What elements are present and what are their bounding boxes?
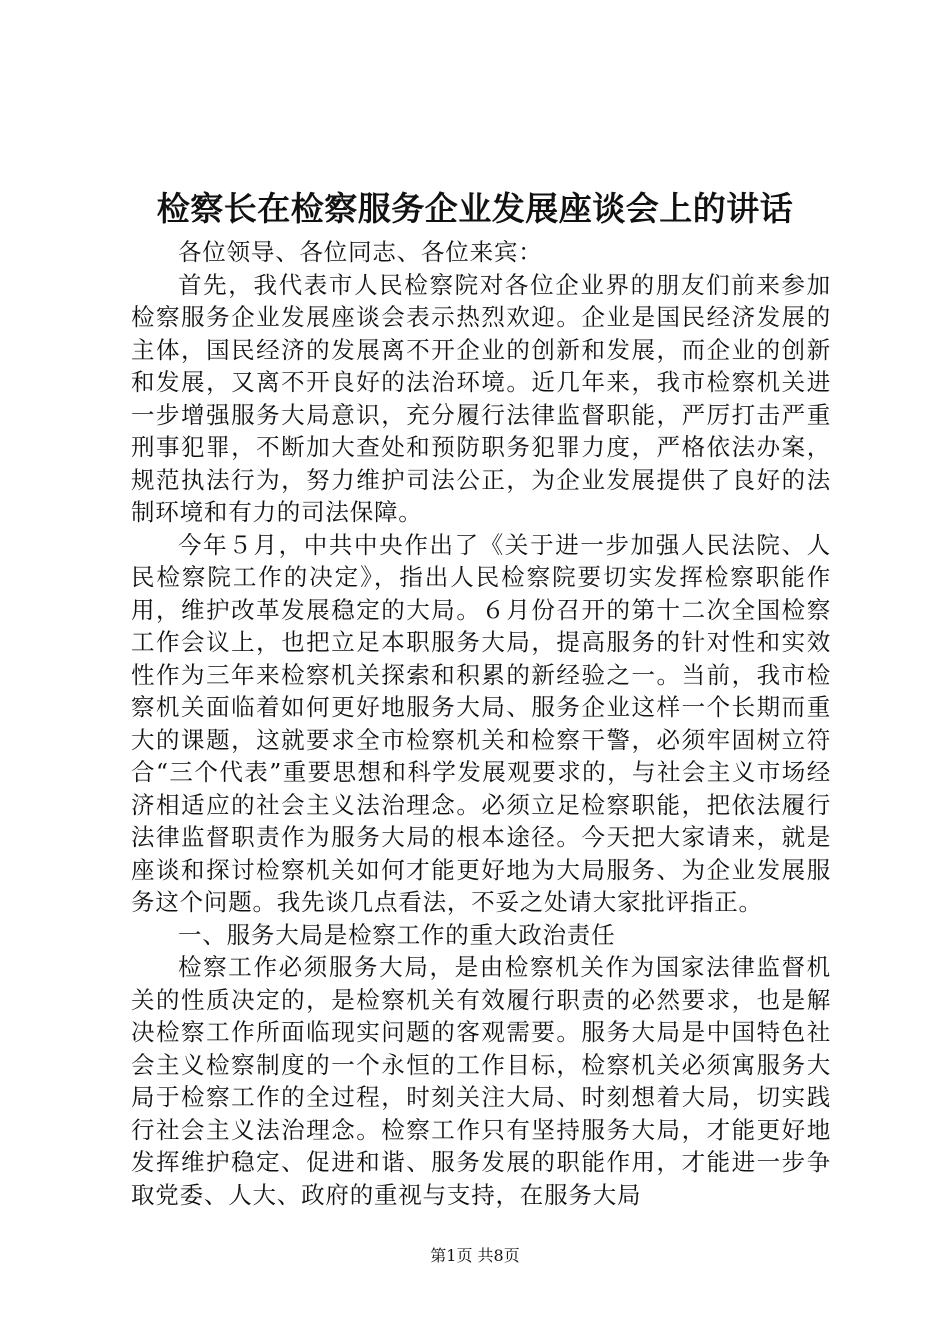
section-heading: 一、服务大局是检察工作的重大政治责任 [178, 920, 616, 949]
body-paragraph: 检察工作必须服务大局，是由检察机关作为国家法律监督机关的性质决定的，是检察机关有效履行职责的必然要求，也是解决检察工作所面临现实问题的客观需要。服务大局是中国特色社会主义检察制度的一个永恒的工作目标，检察机关必须寓服务大局于检察工作的全过程，时刻关注大局、时刻想着大局，切实践行社会主义法治理念。检察工作只有坚持服务大局，才能更好地发挥维护稳定、促进和谐、服务发展的职能作用，才能进一步争取党委、人大、政府的重视与支持，在服务大局 [131, 953, 831, 1209]
page-footer: 第1页 共8页 [430, 1246, 520, 1265]
body-paragraph: 今年５月，中共中央作出了《关于进一步加强人民法院、人民检察院工作的决定》，指出人民检察院要切实发挥检察职能作用，维护改革发展稳定的大局。６月份召开的第十二次全国检察工作会议上，也把立足本职服务大局，提高服务的针对性和实效性作为三年来检察机关探索和积累的新经验之一。当前，我市检察机关面临着如何更好地服务大局、服务企业这样一个长期而重大的课题，这就要求全市检察机关和检察干警，必须牢固树立符合“三个代表”重要思想和科学发展观要求的，与社会主义市场经济相适应的社会主义法治理念。必须立足检察职能，把依法履行法律监督职责作为服务大局的根本途径。今天把大家请来，就是座谈和探讨检察机关如何才能更好地为大局服务、为企业发展服务这个问题。我先谈几点看法，不妥之处请大家批评指正。 [131, 530, 831, 916]
document-title: 检察长在检察服务企业发展座谈会上的讲话 [156, 189, 794, 228]
salutation-paragraph: 各位领导、各位同志、各位来宾： [178, 238, 543, 266]
body-paragraph: 首先，我代表市人民检察院对各位企业界的朋友们前来参加检察服务企业发展座谈会表示热烈欢迎。企业是国民经济发展的主体，国民经济的发展离不开企业的创新和发展，而企业的创新和发展，又离不开良好的法治环境。近几年来，我市检察机关进一步增强服务大局意识，充分履行法律监督职能，严厉打击严重刑事犯罪，不断加大查处和预防职务犯罪力度，严格依法办案，规范执法行为，努力维护司法公正，为企业发展提供了良好的法制环境和有力的司法保障。 [131, 270, 831, 526]
document-body [131, 236, 831, 1211]
